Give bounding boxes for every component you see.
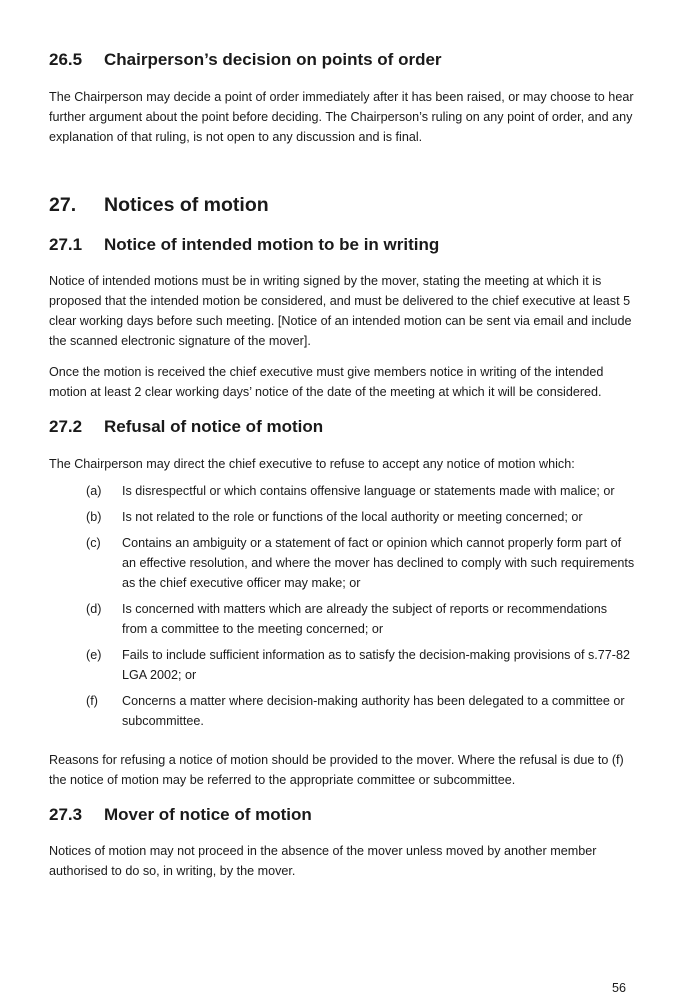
paragraph-27-1-a: Notice of intended motions must be in writing signed by the mover, stating the meeting at which it is proposed that the intended motion be considered, and must be delivered to the chief executive at least 5 clear working days before such meeting. [Notice of an intended motion can be sent via email and include the scanned electronic signature of the mover]. bbox=[49, 274, 632, 348]
heading-26-5 bbox=[49, 50, 442, 70]
list-marker: (f) bbox=[86, 694, 98, 708]
heading-title: Notice of intended motion to be in writing bbox=[104, 235, 440, 254]
list-item-text: Is concerned with matters which are already the subject of reports or recommendations from a committee to the meeting concerned; or bbox=[122, 602, 608, 636]
list-item-text: Is not related to the role or functions of the local authority or meeting concerned; or bbox=[122, 510, 583, 524]
heading-number: 27. bbox=[49, 194, 77, 216]
list-item-text: Is disrespectful or which contains offensive language or statements made with malice; or bbox=[122, 484, 615, 498]
list-item bbox=[49, 691, 635, 731]
heading-title: Refusal of notice of motion bbox=[104, 417, 324, 436]
heading-number: 27.2 bbox=[49, 417, 83, 436]
paragraph-27-2-closing: Reasons for refusing a notice of motion should be provided to the mover. Where the refusal is due to (f) the notice of motion may be referred to the appropriate committee or subcommittee. bbox=[49, 753, 624, 787]
refusal-criteria-list bbox=[49, 481, 635, 737]
list-marker: (e) bbox=[86, 648, 102, 662]
heading-number: 26.5 bbox=[49, 50, 83, 69]
list-marker: (d) bbox=[86, 602, 102, 616]
list-item bbox=[49, 533, 635, 593]
heading-27-1 bbox=[49, 235, 440, 255]
paragraph-27-1-b: Once the motion is received the chief executive must give members notice in writing of the intended motion at least 2 clear working days’ notice of the date of the meeting at which it will be considered. bbox=[49, 365, 604, 399]
paragraph-27-3: Notices of motion may not proceed in the absence of the mover unless moved by another member authorised to do so, in writing, by the mover. bbox=[49, 844, 597, 878]
paragraph-27-2-intro: The Chairperson may direct the chief executive to refuse to accept any notice of motion which: bbox=[49, 457, 575, 471]
list-item bbox=[49, 481, 635, 501]
list-item-text: Fails to include sufficient information as to satisfy the decision-making provisions of s.77-82 LGA 2002; or bbox=[122, 648, 630, 682]
heading-title: Notices of motion bbox=[104, 194, 269, 216]
heading-27-3 bbox=[49, 805, 312, 825]
list-item bbox=[49, 599, 635, 639]
list-marker: (a) bbox=[86, 484, 102, 498]
heading-title: Chairperson’s decision on points of order bbox=[104, 50, 442, 69]
list-marker: (c) bbox=[86, 536, 101, 550]
list-item-text: Concerns a matter where decision-making authority has been delegated to a committee or subcommittee. bbox=[122, 694, 625, 728]
list-item bbox=[49, 645, 635, 685]
list-marker: (b) bbox=[86, 510, 102, 524]
list-item bbox=[49, 507, 635, 527]
heading-title: Mover of notice of motion bbox=[104, 805, 312, 824]
list-item-text: Contains an ambiguity or a statement of fact or opinion which cannot properly form part of an effective resolution, and where the mover has declined to comply with such requirements as the chief executive officer may make; or bbox=[122, 536, 635, 590]
heading-27 bbox=[49, 194, 269, 217]
page-number: 56 bbox=[612, 981, 627, 995]
heading-number: 27.1 bbox=[49, 235, 83, 254]
heading-27-2 bbox=[49, 417, 324, 437]
heading-number: 27.3 bbox=[49, 805, 83, 824]
paragraph-26-5: The Chairperson may decide a point of order immediately after it has been raised, or may choose to hear further argument about the point before deciding. The Chairperson’s ruling on any point of order, and any explanation of that ruling, is not open to any discussion and is final. bbox=[49, 90, 634, 144]
